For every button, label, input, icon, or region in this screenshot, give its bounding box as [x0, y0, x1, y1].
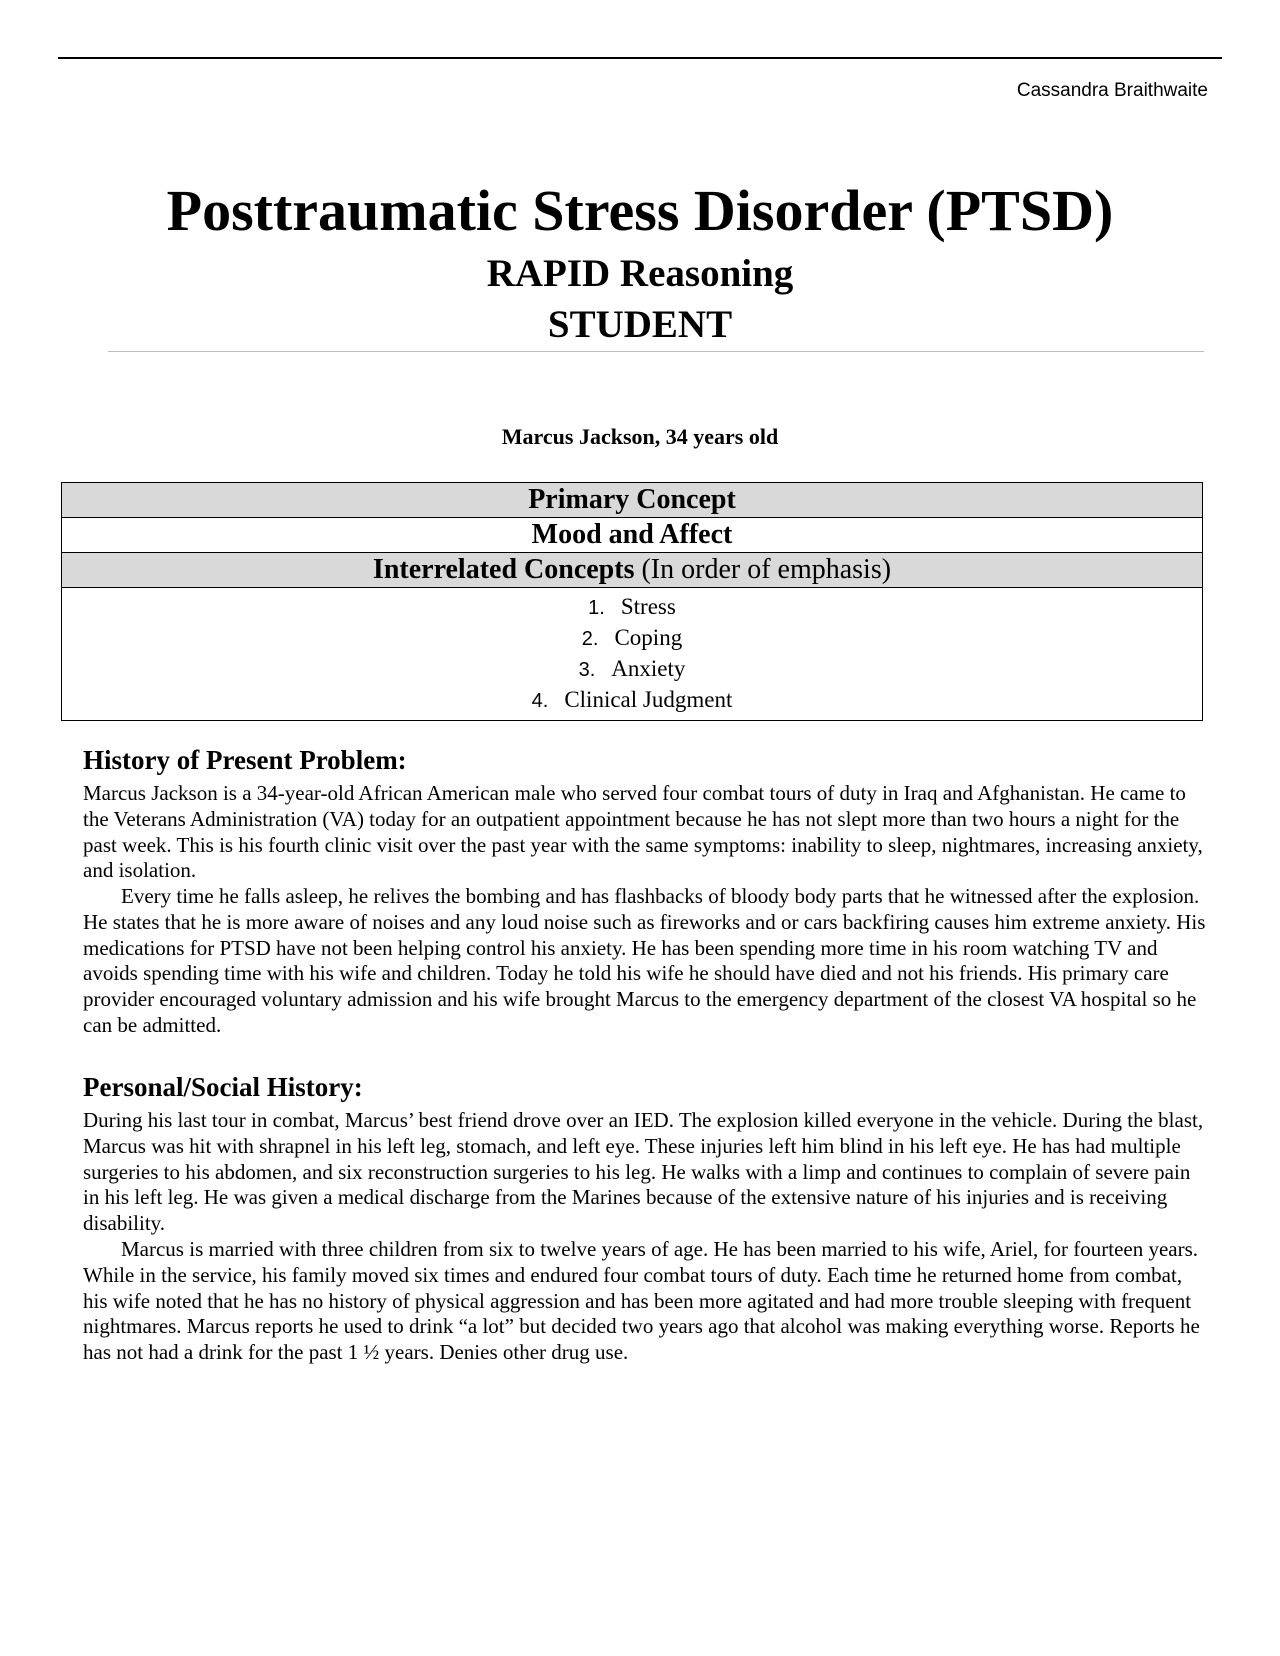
interrelated-concepts-header: [62, 553, 1203, 588]
concept-item-number: 1.: [588, 597, 605, 619]
interrelated-concepts-list: [62, 588, 1202, 720]
history-present-problem-heading: History of Present Problem:: [83, 745, 407, 775]
primary-concept-header-text: Primary Concept: [528, 484, 736, 515]
interrelated-concepts-cell: [62, 588, 1203, 721]
primary-concept-header: [62, 483, 1203, 518]
primary-concept-value: Mood and Affect: [62, 518, 1203, 553]
concept-item: [62, 592, 1202, 623]
header-rule: [58, 57, 1222, 59]
primary-concept-header-row: [62, 483, 1203, 518]
concept-item: [62, 623, 1202, 654]
author-name: Cassandra Braithwaite: [1016, 80, 1208, 101]
concept-item-number: 3.: [578, 659, 596, 681]
interrelated-concepts-title: Interrelated Concepts: [372, 554, 635, 585]
concept-table: [61, 482, 1203, 721]
concept-item: [62, 685, 1202, 716]
personal-social-history-heading: Personal/Social History:: [83, 1072, 363, 1102]
concept-item-label: Stress: [620, 594, 676, 619]
patient-name-age: Marcus Jackson, 34 years old: [501, 424, 779, 449]
interrelated-concepts-note: (In order of emphasis): [634, 554, 892, 585]
concept-item-number: 4.: [531, 690, 549, 712]
primary-concept-row: [62, 518, 1203, 553]
history-present-paragraph-1: Marcus Jackson is a 34-year-old African American male who served four combat tours of duty in Iraq and Afghanistan. He came to the Veterans Administration (VA) today for an outpatient appointment because he has not slept more than two hours a night for the past week. This is his fourth clinic visit over the past year with the same symptoms: inability to sleep, nightmares, increasing anxiety, and isolation.: [83, 781, 1203, 883]
personal-social-paragraph-2: Marcus is married with three children from six to twelve years of age. He has been married to his wife, Ariel, for fourteen years. While in the service, his family moved six times and endured four combat tours of duty. Each time he returned home from combat, his wife noted that he has no history of physical aggression and has been more agitated and had more trouble sleeping with frequent nightmares. Marcus reports he used to drink “a lot” but decided two years ago that alcohol was making everything worse. Reports he has not had a drink for the past 1 ½ years. Denies other drug use.: [83, 1237, 1200, 1365]
history-present-paragraph-2: Every time he falls asleep, he relives the bombing and has flashbacks of bloody body parts that he witnessed after the explosion. He states that he is more aware of noises and any loud noise such as fireworks and or cars backfiring causes him extreme anxiety. His medications for PTSD have not been helping control his anxiety. He has been spending more time in his room watching TV and avoids spending time with his wife and children. Today he told his wife he should have died and not his friends. His primary care provider encouraged voluntary admission and his wife brought Marcus to the emergency department of the closest VA hospital so he can be admitted.: [83, 884, 1206, 1037]
concept-item-label: Clinical Judgment: [564, 687, 733, 712]
title-divider: [108, 351, 1204, 352]
document-subtitle: RAPID Reasoning: [486, 252, 794, 295]
concept-item-label: Coping: [614, 625, 683, 650]
interrelated-concepts-header-row: [62, 553, 1203, 588]
personal-social-paragraph-1: During his last tour in combat, Marcus’ best friend drove over an IED. The explosion killed everyone in the vehicle. During the blast, Marcus was hit with shrapnel in his left leg, stomach, and left eye. These injuries left him blind in his left eye. He has had multiple surgeries to his abdomen, and six reconstruction surgeries to his leg. He walks with a limp and continues to complain of severe pain in his left leg. He was given a medical discharge from the Marines because of the extensive nature of his injuries and is receiving disability.: [83, 1108, 1204, 1236]
interrelated-concepts-row: [62, 588, 1203, 721]
document-title: Posttraumatic Stress Disorder (PTSD): [166, 178, 1114, 243]
concept-item: [62, 654, 1202, 685]
concept-item-label: Anxiety: [611, 656, 686, 681]
document-audience: STUDENT: [547, 303, 733, 346]
concept-item-number: 2.: [581, 628, 599, 650]
